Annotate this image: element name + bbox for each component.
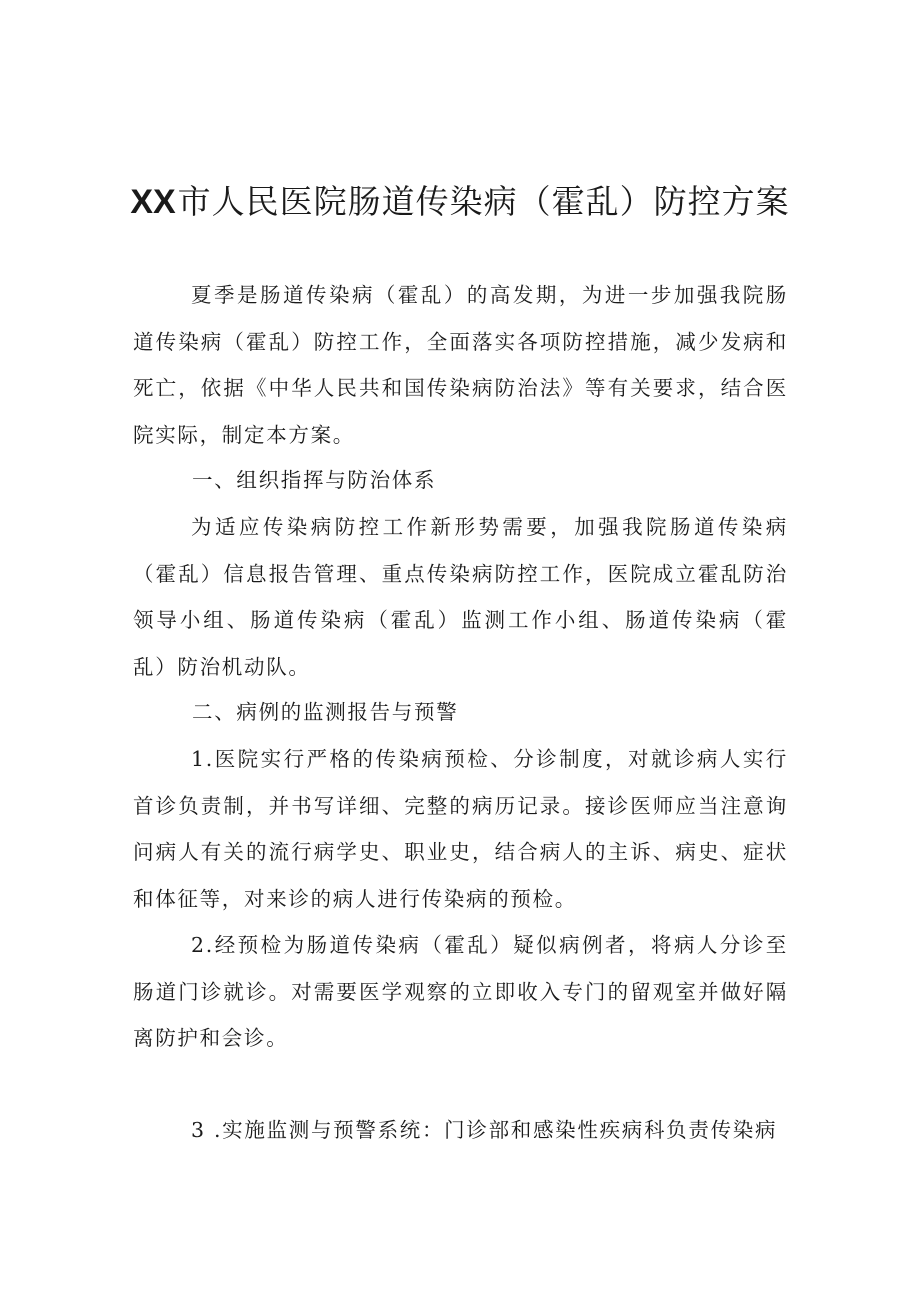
intro-paragraph: 夏季是肠道传染病（霍乱）的高发期，为进一步加强我院肠道传染病（霍乱）防控工作，全面落实各项防控措施，减少发病和死亡，依据《中华人民共和国传染病防治法》等有关要求，结合医院实际，制定本方案。	[133, 283, 788, 447]
list-item-2: 2.经预检为肠道传染病（霍乱）疑似病例者，将病人分诊至肠道门诊就诊。对需要医学观察的立即收入专门的留观室并做好隔离防护和会诊。	[133, 933, 788, 1050]
document-title	[0, 176, 920, 228]
list-item-1: 1.医院实行严格的传染病预检、分诊制度，对就诊病人实行首诊负责制，并书写详细、完整的病历记录。接诊医师应当注意询问病人有关的流行病学史、职业史，结合病人的主诉、病史、症状和体征等，对来诊的病人进行传染病的预检。	[133, 747, 788, 911]
title-prefix: XX	[130, 183, 176, 221]
section-heading-monitoring: 二、病例的监测报告与预警	[192, 700, 459, 724]
section-heading-organization: 一、组织指挥与防治体系	[192, 468, 437, 492]
title-main: 市人民医院肠道传染病（霍乱）防控方案	[177, 182, 790, 221]
section-paragraph-organization: 为适应传染病防控工作新形势需要，加强我院肠道传染病（霍乱）信息报告管理、重点传染病防控工作，医院成立霍乱防治领导小组、肠道传染病（霍乱）监测工作小组、肠道传染病（霍乱）防治机动队。	[133, 515, 788, 679]
list-item-3: 3 .实施监测与预警系统：门诊部和感染性疾病科负责传染病	[191, 1118, 778, 1142]
